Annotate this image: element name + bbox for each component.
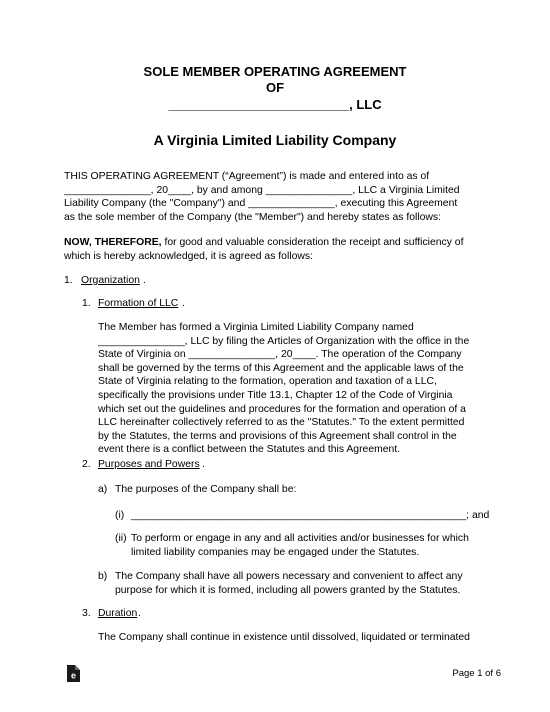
now-therefore-line2: which is hereby acknowledged, it is agreed as follows: — [64, 250, 313, 262]
intro-line: Liability Company (the "Company") and _______________, executing this Agreement — [64, 198, 458, 210]
item-i-label: (i) — [115, 510, 125, 521]
item-b-label: b) — [98, 571, 108, 582]
intro-line: _______________, 20____, by and among _______________, LLC a Virginia Limited — [64, 184, 460, 196]
section-1-3-body: The Company shall continue in existence until dissolved, liquidated or terminated — [98, 632, 470, 643]
intro-paragraph — [64, 170, 460, 224]
item-a-label: a) — [98, 484, 108, 495]
body-line: purpose for which it is formed, including all powers granted by the Statutes. — [115, 584, 461, 596]
body-line: The Member has formed a Virginia Limited Liability Company named — [98, 322, 414, 333]
section-1-title: Organization — [81, 275, 140, 286]
doc-subtitle: A Virginia Limited Liability Company — [153, 132, 397, 148]
section-1-2-period: . — [202, 459, 205, 470]
page-number: Page 1 of 6 — [452, 668, 501, 679]
body-line: by the Statutes, the terms and provisions of this Agreement shall control in the — [98, 430, 457, 442]
body-line: which set out the guidelines and procedures for the formation and operation of a — [98, 403, 466, 415]
item-i-text: __________________________________________________________; and — [131, 510, 490, 521]
doc-title-line2: OF — [265, 80, 285, 95]
body-line: The Company shall have all powers necessary and convenient to affect any — [115, 571, 463, 582]
section-1-number: 1. — [64, 275, 73, 286]
section-1-2-number: 2. — [82, 459, 91, 470]
body-line: State of Virginia relating to the formation, operation and taxation of a LLC, — [98, 376, 437, 388]
body-line: State of Virginia on _______________, 20____. The operation of the Company — [98, 349, 462, 361]
body-line: To perform or engage in any and all activities and/or businesses for which — [131, 533, 469, 544]
section-1-3-period: . — [138, 608, 141, 619]
section-1-1-period: . — [182, 298, 185, 309]
now-therefore-paragraph — [64, 236, 463, 263]
section-1-1-title: Formation of LLC — [98, 298, 179, 309]
doc-title-line3: _________________________, LLC — [168, 97, 382, 112]
body-line: _______________, LLC by filing the Articles of Organization with the office in the — [98, 335, 470, 347]
body-line: event there is a conflict between the Statutes and this Agreement. — [98, 444, 401, 456]
section-1-2-title: Purposes and Powers — [98, 459, 200, 470]
item-b-body — [115, 570, 463, 597]
section-1-1-body — [98, 321, 469, 457]
eforms-logo-icon — [66, 665, 80, 682]
body-line: limited liability companies may be engaged under the Statutes. — [131, 546, 420, 558]
now-therefore-rest: for good and valuable consideration the receipt and sufficiency of — [161, 237, 464, 248]
item-ii-label: (ii) — [115, 533, 127, 544]
body-line: shall be governed by the terms of this Agreement and the applicable laws of the — [98, 362, 464, 374]
doc-title-line1: SOLE MEMBER OPERATING AGREEMENT — [143, 64, 407, 79]
now-therefore-bold: NOW, THEREFORE, — [64, 237, 162, 248]
item-ii-body — [131, 532, 469, 559]
section-1-3-number: 3. — [82, 608, 91, 619]
section-1-1-number: 1. — [82, 298, 91, 309]
section-1-period: . — [143, 275, 146, 286]
svg-text:e: e — [70, 670, 77, 681]
body-line: specifically the provisions under Title 13.1, Chapter 12 of the Code of Virginia — [98, 389, 453, 401]
item-a-text: The purposes of the Company shall be: — [115, 484, 297, 495]
body-line: LLC hereinafter collectively referred to as the "Statutes." To the extent permitted — [98, 417, 465, 429]
intro-line: as the sole member of the Company (the "Member") and hereby states as follows: — [64, 211, 441, 223]
intro-line: THIS OPERATING AGREEMENT (“Agreement”) is made and entered into as of — [64, 171, 430, 182]
section-1-3-title: Duration — [98, 608, 138, 619]
